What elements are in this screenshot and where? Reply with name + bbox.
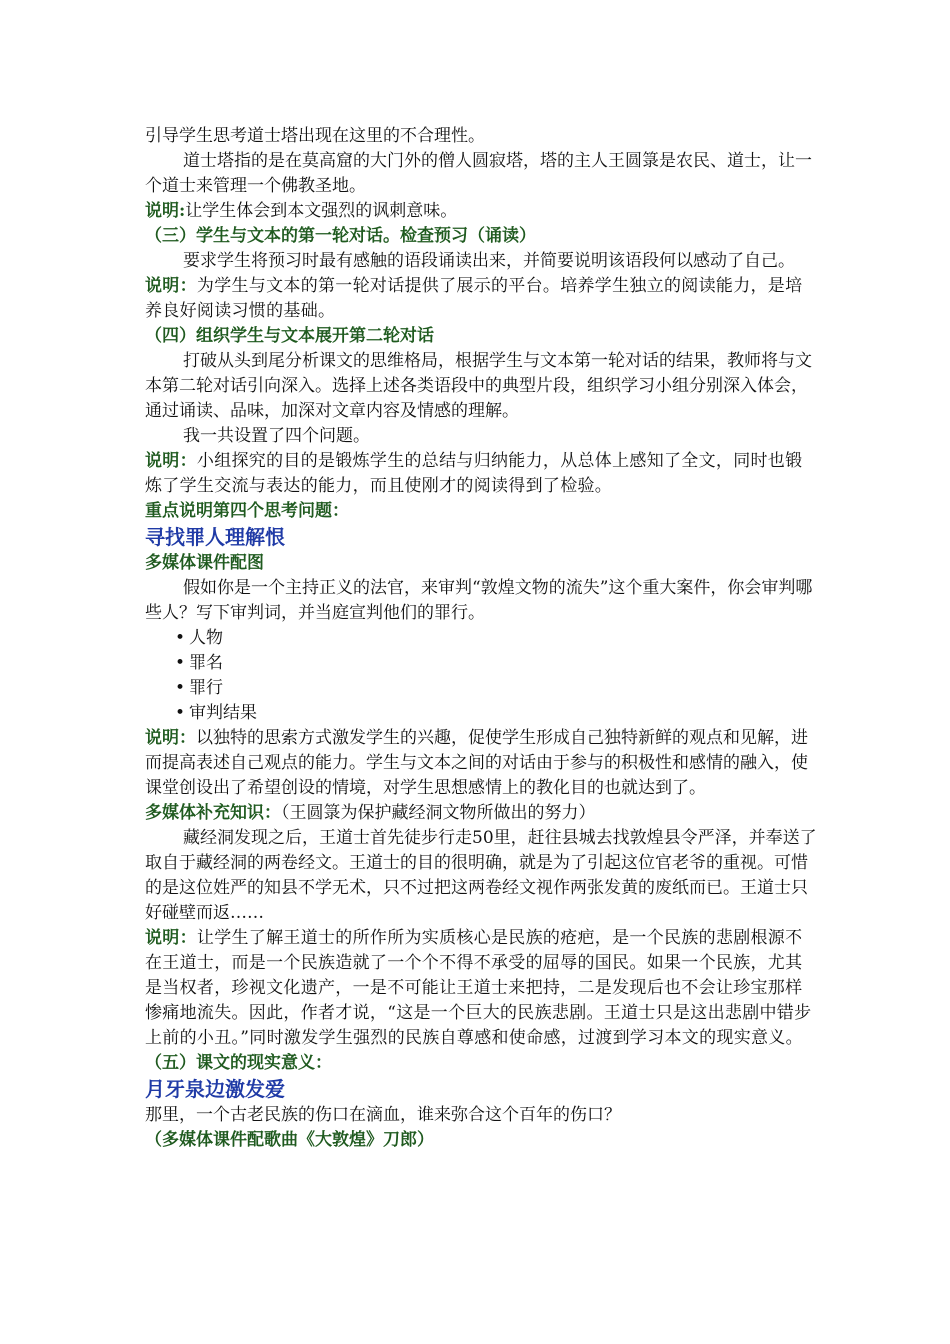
note-1: [145, 199, 817, 224]
subtitle-crescent-spring: 月牙泉边激发爱: [145, 1077, 285, 1101]
note-2: [145, 274, 817, 324]
note-label: 说明：: [145, 728, 196, 748]
section-heading-4: （四）组织学生与文本展开第二轮对话: [145, 326, 434, 346]
subtitle-find-culprit: 寻找罪人理解恨: [145, 525, 285, 549]
note-text: 让学生了解王道士的所作所为实质核心是民族的疮疤，是一个民族的悲剧根源不在王道士，而是一个民族造就了一个个不得不承受的屈辱的国民。如果一个民族，尤其是当权者，珍视文化遗产，一是不可能让王道士来把持，二是发现后也不会让珍宝那样惨痛地流失。因此，作者才说，“这是一个巨大的民族悲剧。王道士只是这出悲剧中错步上前的小丑。”同时激发学生强烈的民族自尊感和使命感，过渡到学习本文的现实意义。: [145, 928, 812, 1048]
section-heading-3: （三）学生与文本的第一轮对话。检查预习（诵读）: [145, 226, 536, 246]
judgement-list: [145, 626, 817, 726]
paragraph-wang-efforts: 藏经洞发现之后，王道士首先徒步行走50里，赶往县城去找敦煌县令严泽，并奉送了取自于藏经洞的两卷经文。王道士的目的很明确，就是为了引起这位官老爷的重视。可惜的是这位姓严的知县不学无术，只不过把这两卷经文视作两张发黄的废纸而已。王道士只好碰壁而返……: [145, 828, 817, 923]
paragraph-judge: 假如你是一个主持正义的法官，来审判“敦煌文物的流失”这个重大案件，你会审判哪些人？写下审判词，并当庭宣判他们的罪行。: [145, 578, 813, 623]
multimedia-sub: （王圆箓为保护藏经洞文物所做出的努力）: [281, 803, 596, 823]
paragraph-second-dialogue: 打破从头到尾分析课文的思维格局，根据学生与文本第一轮对话的结果，教师将与文本第二轮对话引向深入。选择上述各类语段中的典型片段，组织学习小组分别深入体会，通过诵读、品味，加深对文章内容及情感的理解。: [145, 351, 812, 421]
multimedia-heading-1: 多媒体课件配图: [145, 553, 264, 573]
paragraph-four-questions: 我一共设置了四个问题。: [183, 426, 370, 446]
note-label: 说明：: [145, 451, 197, 471]
paragraph-recite: 要求学生将预习时最有感触的语段诵读出来，并简要说明该语段何以感动了自己。: [183, 251, 795, 271]
section-heading-5: （五）课文的现实意义：: [145, 1053, 332, 1073]
note-label: 说明：: [145, 928, 197, 948]
note-text: 为学生与文本的第一轮对话提供了展示的平台。培养学生独立的阅读能力，是培养良好阅读习惯的基础。: [145, 276, 803, 321]
multimedia-label: 多媒体补充知识：: [145, 803, 281, 823]
multimedia-heading-3: （多媒体课件配歌曲《大敦煌》刀郎）: [145, 1130, 434, 1150]
note-3: [145, 449, 817, 499]
note-text: 以独特的思索方式激发学生的兴趣，促使学生形成自己独特新鲜的观点和见解，进而提高表述自己观点的能力。学生与文本之间的对话由于参与的积极性和感情的融入，使课堂创设出了希望创设的情境，对学生思想感情上的教化目的也就达到了。: [145, 728, 808, 798]
paragraph-daoshi-tower: 道士塔指的是在莫高窟的大门外的僧人圆寂塔，塔的主人王圆箓是农民、道士，让一个道士来管理一个佛教圣地。: [145, 151, 812, 196]
focus-heading: 重点说明第四个思考问题：: [145, 501, 349, 521]
note-text: 小组探究的目的是锻炼学生的总结与归纳能力，从总体上感知了全文，同时也锻炼了学生交流与表达的能力，而且使刚才的阅读得到了检验。: [145, 451, 803, 496]
multimedia-heading-2: [145, 801, 817, 826]
list-item: • 罪行: [145, 676, 817, 701]
note-label: 说明:: [145, 201, 186, 221]
paragraph-wound: 那里，一个古老民族的伤口在滴血，谁来弥合这个百年的伤口？: [145, 1105, 621, 1125]
list-item: • 人物: [145, 626, 817, 651]
list-item: • 罪名: [145, 651, 817, 676]
document-page: [145, 124, 817, 1153]
paragraph-line-1: 引导学生思考道士塔出现在这里的不合理性。: [145, 126, 485, 146]
note-text: 让学生体会到本文强烈的讽刺意味。: [185, 201, 458, 221]
list-item: • 审判结果: [145, 701, 817, 726]
note-label: 说明：: [145, 276, 197, 296]
note-5: [145, 926, 817, 1051]
note-4: [145, 726, 817, 801]
